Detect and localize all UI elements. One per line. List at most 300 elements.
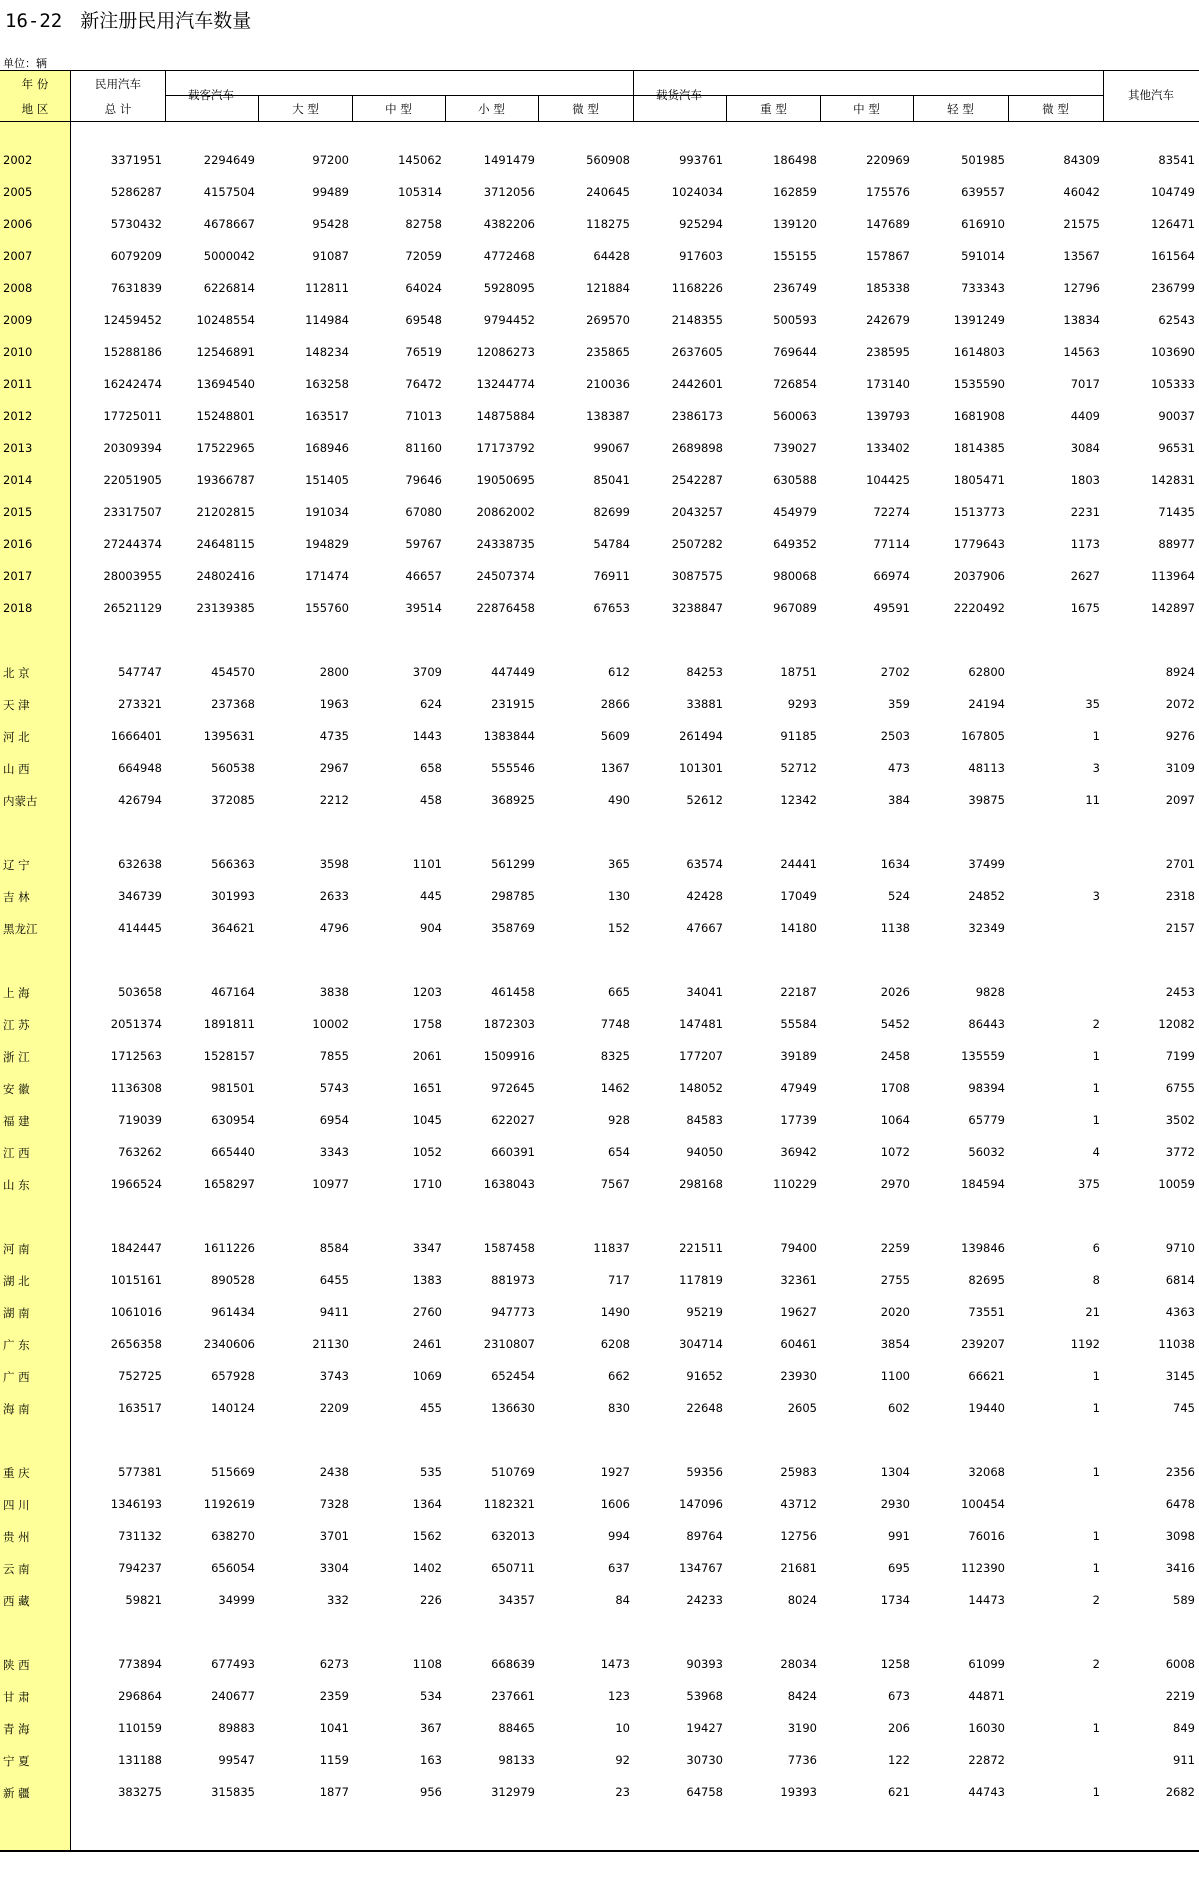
table-cell: 238595	[866, 345, 910, 359]
table-cell: 637	[608, 1561, 630, 1575]
table-cell: 1367	[600, 761, 630, 775]
table-cell: 79400	[780, 1241, 817, 1255]
table-cell: 26521129	[103, 601, 162, 615]
table-cell: 1842447	[110, 1241, 162, 1255]
table-cell: 384	[888, 793, 910, 807]
table-cell: 1803	[1070, 473, 1100, 487]
table-cell: 82695	[968, 1273, 1005, 1287]
table-cell: 752725	[118, 1369, 162, 1383]
table-cell: 1203	[412, 985, 442, 999]
table-cell: 1710	[412, 1177, 442, 1191]
table-cell: 22876458	[476, 601, 535, 615]
table-cell: 73551	[968, 1305, 1005, 1319]
table-cell: 94050	[686, 1145, 723, 1159]
table-cell: 28034	[780, 1657, 817, 1671]
table-cell: 739027	[773, 441, 817, 455]
table-cell: 135559	[961, 1049, 1005, 1063]
table-cell: 46657	[405, 569, 442, 583]
table-cell: 904	[420, 921, 442, 935]
table-cell: 62800	[968, 665, 1005, 679]
table-cell: 3772	[1165, 1145, 1195, 1159]
table-cell: 2760	[412, 1305, 442, 1319]
table-cell: 2453	[1165, 985, 1195, 999]
table-cell: 12342	[780, 793, 817, 807]
table-cell: 3084	[1070, 441, 1100, 455]
table-cell: 76472	[405, 377, 442, 391]
header-truck-light: 轻 型	[947, 102, 974, 116]
table-cell: 17739	[780, 1113, 817, 1127]
table-cell: 22187	[780, 985, 817, 999]
table-number: 16-22	[5, 10, 63, 32]
table-cell: 39875	[968, 793, 1005, 807]
table-cell: 890528	[211, 1273, 255, 1287]
table-cell: 665440	[211, 1145, 255, 1159]
row-label: 陕 西	[3, 1658, 30, 1672]
table-cell: 1346193	[110, 1497, 162, 1511]
table-cell: 261494	[679, 729, 723, 743]
table-cell: 993761	[679, 153, 723, 167]
table-cell: 673	[888, 1689, 910, 1703]
table-cell: 2359	[319, 1689, 349, 1703]
table-cell: 11	[1085, 793, 1100, 807]
table-cell: 2442601	[671, 377, 723, 391]
table-cell: 76016	[968, 1529, 1005, 1543]
table-cell: 7855	[319, 1049, 349, 1063]
row-label: 2005	[3, 185, 33, 199]
table-cell: 82699	[593, 505, 630, 519]
header-passenger-mini: 微 型	[572, 102, 599, 116]
table-cell: 503658	[118, 985, 162, 999]
table-cell: 12086273	[476, 345, 535, 359]
table-cell: 304714	[679, 1337, 723, 1351]
table-cell: 624	[420, 697, 442, 711]
table-cell: 2627	[1070, 569, 1100, 583]
table-cell: 1509916	[483, 1049, 535, 1063]
table-cell: 1462	[600, 1081, 630, 1095]
table-cell: 206	[888, 1721, 910, 1735]
table-cell: 1490	[600, 1305, 630, 1319]
table-cell: 104425	[866, 473, 910, 487]
table-cell: 2970	[880, 1177, 910, 1191]
table-cell: 10248554	[196, 313, 255, 327]
table-cell: 3743	[319, 1369, 349, 1383]
table-cell: 4735	[319, 729, 349, 743]
table-cell: 65779	[968, 1113, 1005, 1127]
table-cell: 63574	[686, 857, 723, 871]
row-label: 福 建	[3, 1114, 30, 1128]
table-cell: 2967	[319, 761, 349, 775]
table-cell: 85041	[593, 473, 630, 487]
table-cell: 22051905	[103, 473, 162, 487]
table-cell: 560063	[773, 409, 817, 423]
table-cell: 658	[420, 761, 442, 775]
table-cell: 88977	[1158, 537, 1195, 551]
row-label: 浙 江	[3, 1050, 30, 1064]
table-cell: 3347	[412, 1241, 442, 1255]
table-cell: 148052	[679, 1081, 723, 1095]
row-label: 西 藏	[3, 1594, 30, 1608]
table-cell: 92	[615, 1753, 630, 1767]
table-cell: 89764	[686, 1529, 723, 1543]
table-cell: 6954	[319, 1113, 349, 1127]
table-cell: 1	[1092, 1785, 1100, 1799]
row-label: 北 京	[3, 666, 30, 680]
table-cell: 79646	[405, 473, 442, 487]
table-cell: 1108	[412, 1657, 442, 1671]
table-cell: 2061	[412, 1049, 442, 1063]
row-label: 2015	[3, 505, 33, 519]
table-cell: 455	[420, 1401, 442, 1415]
table-title: 新注册民用汽车数量	[80, 10, 252, 32]
unit-label: 单位：辆	[3, 57, 47, 70]
table-cell: 44871	[968, 1689, 1005, 1703]
table-cell: 6208	[600, 1337, 630, 1351]
table-cell: 15248801	[196, 409, 255, 423]
table-cell: 733343	[961, 281, 1005, 295]
table-cell: 1045	[412, 1113, 442, 1127]
table-cell: 16242474	[103, 377, 162, 391]
table-cell: 660391	[491, 1145, 535, 1159]
table-cell: 1	[1092, 1049, 1100, 1063]
table-cell: 66974	[873, 569, 910, 583]
table-cell: 2043257	[671, 505, 723, 519]
table-cell: 4772468	[483, 249, 535, 263]
table-cell: 55584	[780, 1017, 817, 1031]
table-cell: 8325	[600, 1049, 630, 1063]
table-cell: 28003955	[103, 569, 162, 583]
row-label: 山 东	[3, 1178, 30, 1192]
table-cell: 560908	[586, 153, 630, 167]
table-cell: 14875884	[476, 409, 535, 423]
table-cell: 269570	[586, 313, 630, 327]
table-cell: 2294649	[203, 153, 255, 167]
table-cell: 2702	[880, 665, 910, 679]
table-cell: 630954	[211, 1113, 255, 1127]
table-cell: 1712563	[110, 1049, 162, 1063]
table-cell: 191034	[305, 505, 349, 519]
table-cell: 17725011	[103, 409, 162, 423]
table-cell: 2755	[880, 1273, 910, 1287]
table-cell: 2209	[319, 1401, 349, 1415]
table-cell: 2356	[1165, 1465, 1195, 1479]
header-year: 年 份	[21, 77, 49, 91]
table-cell: 6226814	[203, 281, 255, 295]
table-cell: 1192	[1070, 1337, 1100, 1351]
table-cell: 145062	[398, 153, 442, 167]
table-cell: 1304	[880, 1465, 910, 1479]
table-cell: 524	[888, 889, 910, 903]
table-cell: 1891811	[203, 1017, 255, 1031]
row-label: 内蒙古	[3, 794, 38, 808]
table-cell: 239207	[961, 1337, 1005, 1351]
table-cell: 84583	[686, 1113, 723, 1127]
table-cell: 9794452	[483, 313, 535, 327]
table-cell: 3238847	[671, 601, 723, 615]
table-cell: 39514	[405, 601, 442, 615]
table-cell: 95219	[686, 1305, 723, 1319]
table-cell: 2318	[1165, 889, 1195, 903]
table-cell: 121884	[586, 281, 630, 295]
table-cell: 731132	[118, 1529, 162, 1543]
table-cell: 3145	[1165, 1369, 1195, 1383]
table-cell: 490	[608, 793, 630, 807]
table-cell: 96531	[1158, 441, 1195, 455]
table-cell: 2800	[319, 665, 349, 679]
table-cell: 763262	[118, 1145, 162, 1159]
table-cell: 62543	[1158, 313, 1195, 327]
table-cell: 4678667	[203, 217, 255, 231]
table-cell: 6008	[1165, 1657, 1195, 1671]
table-cell: 19440	[968, 1401, 1005, 1415]
table-cell: 99489	[312, 185, 349, 199]
table-cell: 1	[1092, 729, 1100, 743]
table-cell: 64024	[405, 281, 442, 295]
table-cell: 368925	[491, 793, 535, 807]
table-cell: 9293	[787, 697, 817, 711]
label-column-highlight	[0, 70, 70, 1850]
table-cell: 1	[1092, 1465, 1100, 1479]
table-cell: 131188	[118, 1753, 162, 1767]
table-cell: 10977	[312, 1177, 349, 1191]
table-cell: 13834	[1063, 313, 1100, 327]
table-cell: 140124	[211, 1401, 255, 1415]
header-passenger-medium: 中 型	[385, 102, 412, 116]
table-cell: 1927	[600, 1465, 630, 1479]
table-cell: 3502	[1165, 1113, 1195, 1127]
table-cell: 236749	[773, 281, 817, 295]
table-cell: 84	[615, 1593, 630, 1607]
table-cell: 638270	[211, 1529, 255, 1543]
table-cell: 1681908	[953, 409, 1005, 423]
table-cell: 161564	[1151, 249, 1195, 263]
table-cell: 2072	[1165, 697, 1195, 711]
table-cell: 2503	[880, 729, 910, 743]
table-cell: 67080	[405, 505, 442, 519]
table-cell: 53968	[686, 1689, 723, 1703]
table-cell: 364621	[211, 921, 255, 935]
table-cell: 19050695	[476, 473, 535, 487]
table-cell: 1877	[319, 1785, 349, 1799]
table-cell: 130	[608, 889, 630, 903]
table-cell: 972645	[491, 1081, 535, 1095]
table-cell: 20862002	[476, 505, 535, 519]
table-cell: 5286287	[110, 185, 162, 199]
table-cell: 77114	[873, 537, 910, 551]
table-cell: 17173792	[476, 441, 535, 455]
table-cell: 237368	[211, 697, 255, 711]
table-cell: 375	[1078, 1177, 1100, 1191]
table-cell: 6455	[319, 1273, 349, 1287]
table-cell: 467164	[211, 985, 255, 999]
table-cell: 4409	[1070, 409, 1100, 423]
table-cell: 1101	[412, 857, 442, 871]
row-label: 江 苏	[3, 1018, 30, 1032]
table-cell: 312979	[491, 1785, 535, 1799]
header-truck: 载货汽车	[656, 88, 702, 102]
table-bottom-rule	[0, 1850, 1199, 1852]
table-cell: 10059	[1158, 1177, 1195, 1191]
table-cell: 301993	[211, 889, 255, 903]
table-cell: 104749	[1151, 185, 1195, 199]
table-cell: 60461	[780, 1337, 817, 1351]
table-cell: 2	[1092, 1593, 1100, 1607]
table-cell: 769644	[773, 345, 817, 359]
table-cell: 101301	[679, 761, 723, 775]
table-cell: 726854	[773, 377, 817, 391]
table-cell: 2689898	[671, 441, 723, 455]
row-label: 甘 肃	[3, 1690, 30, 1704]
row-label: 云 南	[3, 1562, 30, 1576]
row-label: 天 津	[3, 698, 30, 712]
table-cell: 242679	[866, 313, 910, 327]
table-cell: 99067	[593, 441, 630, 455]
table-cell: 76519	[405, 345, 442, 359]
table-cell: 163517	[305, 409, 349, 423]
table-cell: 1061016	[110, 1305, 162, 1319]
table-cell: 35	[1085, 697, 1100, 711]
table-cell: 1634	[880, 857, 910, 871]
header-total-top: 民用汽车	[95, 77, 141, 91]
row-label: 山 西	[3, 762, 30, 776]
table-cell: 5743	[319, 1081, 349, 1095]
table-cell: 1173	[1070, 537, 1100, 551]
table-cell: 152	[608, 921, 630, 935]
table-cell: 10002	[312, 1017, 349, 1031]
table-cell: 4	[1092, 1145, 1100, 1159]
table-cell: 3098	[1165, 1529, 1195, 1543]
table-cell: 911	[1173, 1753, 1195, 1767]
table-cell: 21681	[780, 1561, 817, 1575]
table-cell: 454570	[211, 665, 255, 679]
table-cell: 3304	[319, 1561, 349, 1575]
table-cell: 25983	[780, 1465, 817, 1479]
table-cell: 24802416	[196, 569, 255, 583]
table-cell: 185338	[866, 281, 910, 295]
table-cell: 445	[420, 889, 442, 903]
table-cell: 849	[1173, 1721, 1195, 1735]
table-cell: 426794	[118, 793, 162, 807]
row-label: 新 疆	[3, 1786, 30, 1800]
table-cell: 612	[608, 665, 630, 679]
table-cell: 226	[420, 1593, 442, 1607]
table-cell: 3854	[880, 1337, 910, 1351]
table-cell: 2438	[319, 1465, 349, 1479]
table-cell: 133402	[866, 441, 910, 455]
table-cell: 1513773	[953, 505, 1005, 519]
table-cell: 90393	[686, 1657, 723, 1671]
table-cell: 5928095	[483, 281, 535, 295]
table-cell: 22872	[968, 1753, 1005, 1767]
table-cell: 1395631	[203, 729, 255, 743]
table-cell: 668639	[491, 1657, 535, 1671]
table-cell: 13694540	[196, 377, 255, 391]
table-cell: 12756	[780, 1529, 817, 1543]
table-cell: 105314	[398, 185, 442, 199]
table-cell: 32349	[968, 921, 1005, 935]
table-cell: 2020	[880, 1305, 910, 1319]
table-cell: 118275	[586, 217, 630, 231]
table-cell: 34041	[686, 985, 723, 999]
table-cell: 2231	[1070, 505, 1100, 519]
table-cell: 621	[888, 1785, 910, 1799]
row-label: 2002	[3, 153, 33, 167]
table-cell: 547747	[118, 665, 162, 679]
table-cell: 665	[608, 985, 630, 999]
table-cell: 23317507	[103, 505, 162, 519]
table-cell: 98394	[968, 1081, 1005, 1095]
table-cell: 1383844	[483, 729, 535, 743]
table-cell: 52612	[686, 793, 723, 807]
table-cell: 240677	[211, 1689, 255, 1703]
table-cell: 32361	[780, 1273, 817, 1287]
table-cell: 24338735	[476, 537, 535, 551]
header-other: 其他汽车	[1128, 88, 1174, 102]
table-cell: 501985	[961, 153, 1005, 167]
table-cell: 639557	[961, 185, 1005, 199]
table-cell: 4382206	[483, 217, 535, 231]
table-cell: 632013	[491, 1529, 535, 1543]
table-cell: 8424	[787, 1689, 817, 1703]
table-cell: 17049	[780, 889, 817, 903]
table-cell: 235865	[586, 345, 630, 359]
table-cell: 34999	[218, 1593, 255, 1607]
table-cell: 103690	[1151, 345, 1195, 359]
table-cell: 123	[608, 1689, 630, 1703]
table-cell: 2605	[787, 1401, 817, 1415]
table-cell: 11038	[1158, 1337, 1195, 1351]
table-cell: 90037	[1158, 409, 1195, 423]
table-cell: 7736	[787, 1753, 817, 1767]
table-cell: 591014	[961, 249, 1005, 263]
table-cell: 654	[608, 1145, 630, 1159]
table-cell: 622027	[491, 1113, 535, 1127]
table-cell: 2386173	[671, 409, 723, 423]
row-label: 广 西	[3, 1370, 30, 1384]
table-cell: 1528157	[203, 1049, 255, 1063]
table-cell: 656054	[211, 1561, 255, 1575]
table-cell: 9828	[975, 985, 1005, 999]
row-label: 2008	[3, 281, 33, 295]
table-cell: 12459452	[103, 313, 162, 327]
table-cell: 177207	[679, 1049, 723, 1063]
table-cell: 7328	[319, 1497, 349, 1511]
table-cell: 745	[1173, 1401, 1195, 1415]
table-cell: 346739	[118, 889, 162, 903]
table-cell: 994	[608, 1529, 630, 1543]
table-cell: 91652	[686, 1369, 723, 1383]
table-cell: 112390	[961, 1561, 1005, 1575]
table-cell: 2656358	[110, 1337, 162, 1351]
table-cell: 1587458	[483, 1241, 535, 1255]
table-cell: 657928	[211, 1369, 255, 1383]
table-cell: 1	[1092, 1401, 1100, 1415]
table-cell: 461458	[491, 985, 535, 999]
table-cell: 59821	[125, 1593, 162, 1607]
page-title	[5, 6, 251, 33]
table-cell: 162859	[773, 185, 817, 199]
table-cell: 1638043	[483, 1177, 535, 1191]
table-cell: 3701	[319, 1529, 349, 1543]
table-cell: 167805	[961, 729, 1005, 743]
table-cell: 3712056	[483, 185, 535, 199]
table-cell: 72059	[405, 249, 442, 263]
table-cell: 81160	[405, 441, 442, 455]
table-cell: 1651	[412, 1081, 442, 1095]
table-cell: 1963	[319, 697, 349, 711]
table-cell: 22648	[686, 1401, 723, 1415]
table-cell: 14563	[1063, 345, 1100, 359]
row-label: 青 海	[3, 1722, 30, 1736]
